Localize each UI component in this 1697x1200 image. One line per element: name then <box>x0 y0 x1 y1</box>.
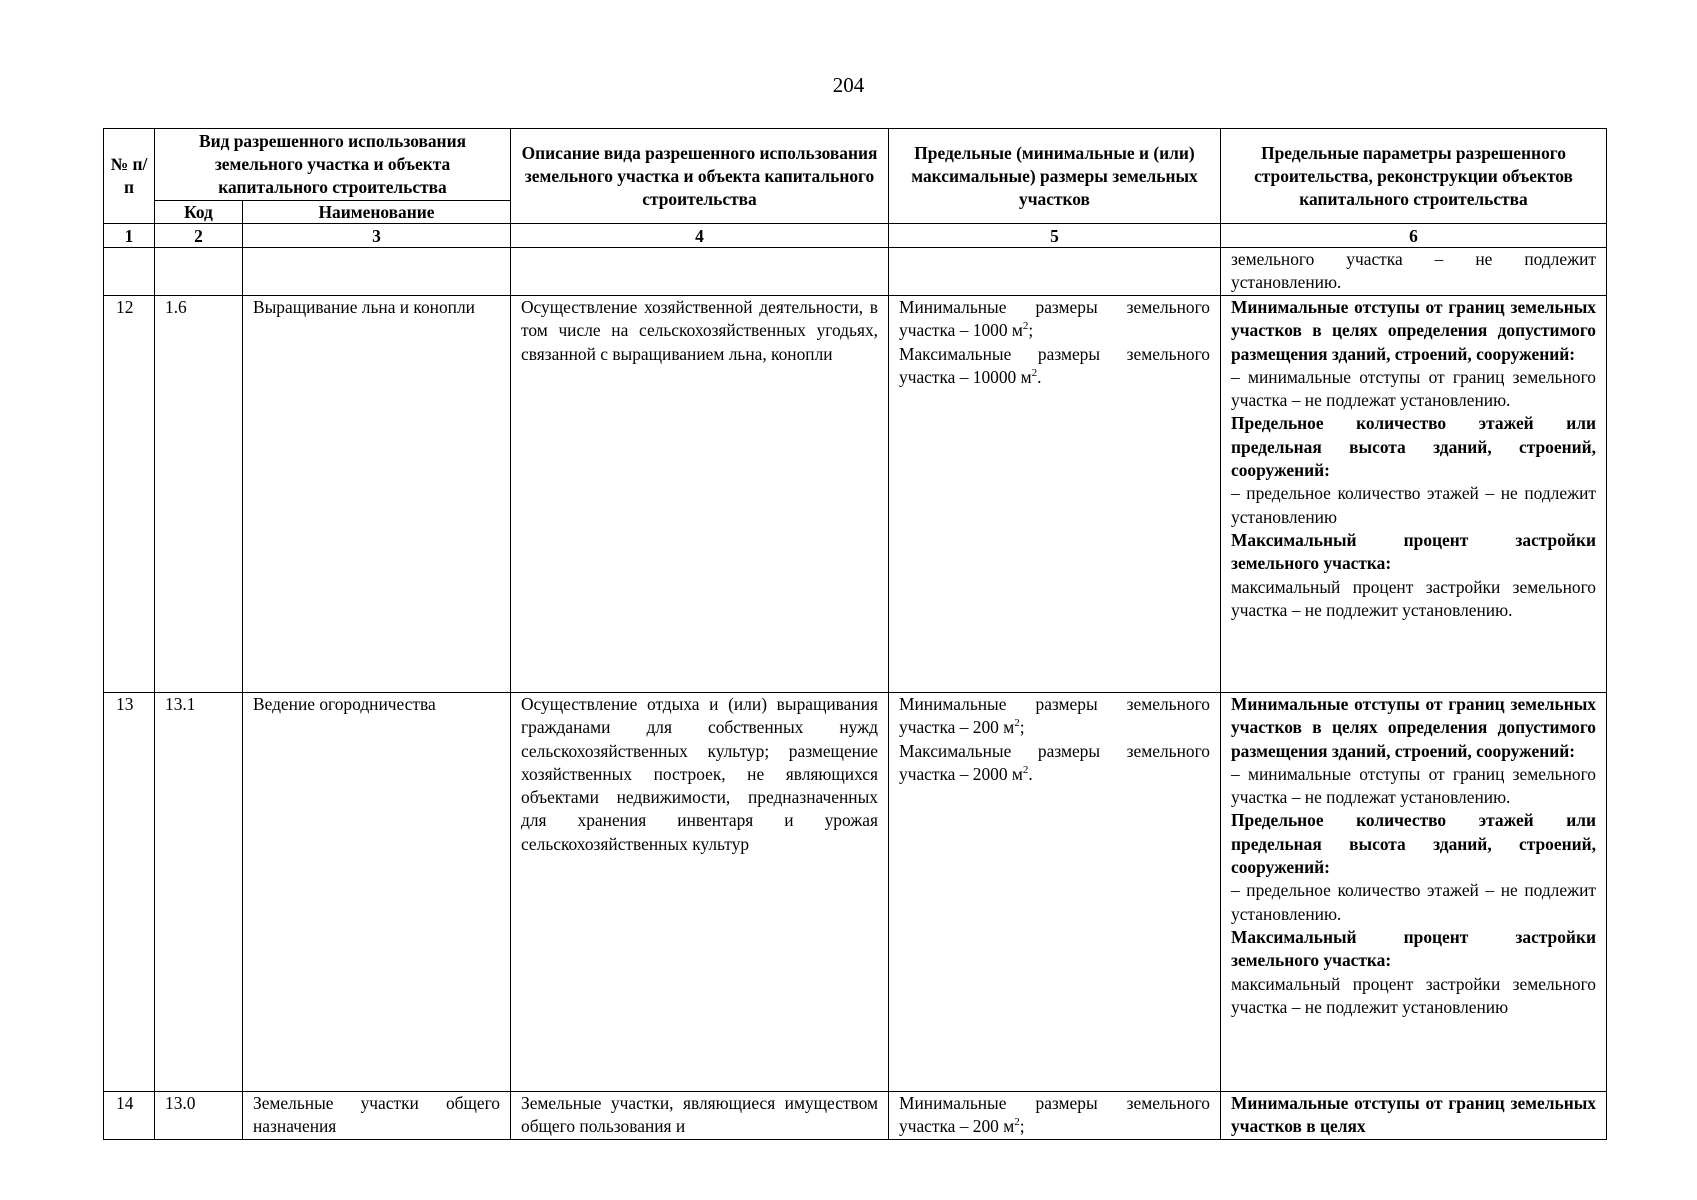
table-row <box>104 1092 1607 1140</box>
params-text: – предельное количество этажей – не подлежит установлению <box>1231 483 1596 527</box>
row-number: 12 <box>104 296 155 693</box>
params-text: – предельное количество этажей – не подлежит установлению. <box>1231 880 1596 924</box>
column-number: 6 <box>1221 224 1607 248</box>
params-text: – минимальные отступы от границ земельного участка – не подлежат установлению. <box>1231 366 1596 411</box>
params-text: максимальный процент застройки земельного участка – не подлежит установлению <box>1231 973 1596 1017</box>
page-number: 204 <box>832 73 865 97</box>
column-number: 2 <box>155 224 243 248</box>
row-number: 14 <box>104 1092 155 1140</box>
row-params <box>1221 1092 1607 1140</box>
params-heading: Максимальный процент застройки земельного участка: <box>1231 529 1596 574</box>
params-heading: Минимальные отступы от границ земельных участков в целях <box>1231 1093 1596 1137</box>
row-description: Осуществление отдыха и (или) выращивания гражданами для собственных нужд сельскохозяйственных культур; размещение хозяйственных построек, не являющихся объектами недвижимости, предназначенных для хранения инвентаря и урожая сельскохозяйственных культур <box>511 693 889 1092</box>
header-use-type: Вид разрешенного использования земельного участка и объекта капитального строительства <box>155 129 511 201</box>
continuation-row <box>104 248 1607 296</box>
params-heading: Минимальные отступы от границ земельных участков в целях определения допустимого размещения зданий, строений, сооружений: <box>1231 694 1596 761</box>
params-text: – минимальные отступы от границ земельного участка – не подлежат установлению. <box>1231 763 1596 808</box>
column-number: 3 <box>243 224 511 248</box>
header-sizes: Предельные (минимальные и (или) максимальные) размеры земельных участков <box>889 129 1221 224</box>
table-row <box>104 693 1607 1092</box>
params-text: максимальный процент застройки земельного участка – не подлежит установлению. <box>1231 576 1596 620</box>
column-number: 4 <box>511 224 889 248</box>
row-sizes: Минимальные размеры земельного участка – 200 $м^2$; Максимальные размеры земельного участка – 2000 $м^2$. <box>889 693 1221 1092</box>
continuation-params: земельного участка – не подлежит установлению. <box>1221 248 1607 296</box>
row-name: Ведение огородничества <box>243 693 511 1092</box>
row-code: 1.6 <box>155 296 243 693</box>
row-params <box>1221 296 1607 693</box>
params-heading: Предельное количество этажей или предельная высота зданий, строений, сооружений: <box>1231 413 1596 481</box>
params-heading: Предельное количество этажей или предельная высота зданий, строений, сооружений: <box>1231 810 1596 878</box>
row-code: 13.0 <box>155 1092 243 1140</box>
column-numbers-row <box>104 224 1607 248</box>
size-min: Минимальные размеры земельного участка – 1000 м <box>899 297 1210 341</box>
row-number: 13 <box>104 693 155 1092</box>
header-num: № п/п <box>104 129 155 224</box>
header-name: Наименование <box>243 201 511 224</box>
size-min: Минимальные размеры земельного участка – 200 м <box>899 694 1210 738</box>
superscript: 2 <box>1014 1116 1020 1129</box>
superscript: 2 <box>1022 764 1029 777</box>
header-params: Предельные параметры разрешенного строительства, реконструкции объектов капитального строительства <box>1221 129 1607 224</box>
params-heading: Минимальные отступы от границ земельных участков в целях определения допустимого размещения зданий, строений, сооружений: <box>1231 297 1596 364</box>
row-name: Выращивание льна и конопли <box>243 296 511 693</box>
size-max: Максимальные размеры земельного участка – 2000 м <box>899 740 1210 784</box>
land-use-table <box>103 128 1607 1140</box>
superscript: 2 <box>1031 367 1038 380</box>
column-number: 1 <box>104 224 155 248</box>
column-number: 5 <box>889 224 1221 248</box>
row-code: 13.1 <box>155 693 243 1092</box>
superscript: 2 <box>1022 320 1029 333</box>
row-description: Осуществление хозяйственной деятельности, в том числе на сельскохозяйственных угодьях, связанной с выращиванием льна, конопли <box>511 296 889 693</box>
row-sizes: Минимальные размеры земельного участка – 200 $м^2$; <box>889 1092 1221 1140</box>
size-min: Минимальные размеры земельного участка – 200 м <box>899 1093 1210 1137</box>
row-sizes: Минимальные размеры земельного участка – 1000 $м^2$; Максимальные размеры земельного участка – 10000 $м^2$. <box>889 296 1221 693</box>
header-code: Код <box>155 201 243 224</box>
header-row <box>104 129 1607 201</box>
row-description: Земельные участки, являющиеся имуществом общего пользования и <box>511 1092 889 1140</box>
header-description: Описание вида разрешенного использования земельного участка и объекта капитального строительства <box>511 129 889 224</box>
superscript: 2 <box>1014 717 1020 730</box>
row-name: Земельные участки общего назначения <box>243 1092 511 1140</box>
params-heading: Максимальный процент застройки земельного участка: <box>1231 926 1596 971</box>
table-row <box>104 296 1607 693</box>
size-max: Максимальные размеры земельного участка – 10000 м <box>899 343 1210 387</box>
row-params <box>1221 693 1607 1092</box>
